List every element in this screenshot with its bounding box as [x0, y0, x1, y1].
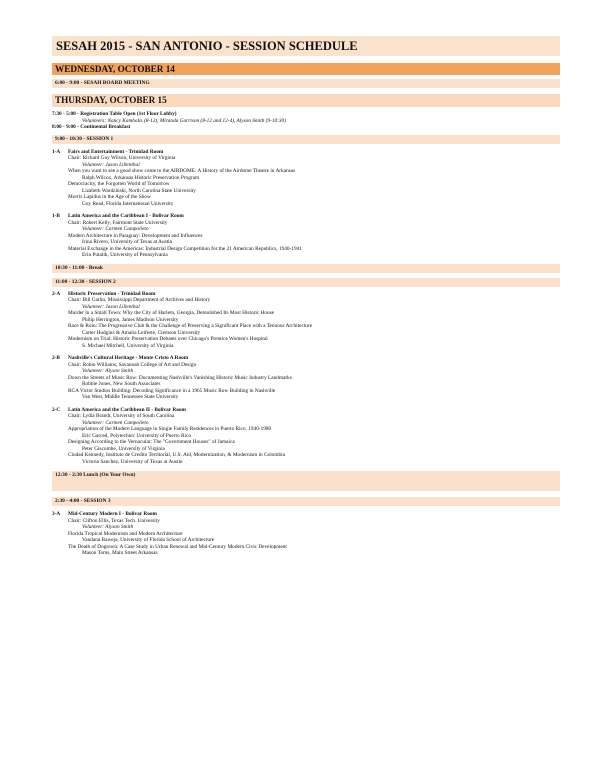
paper-author: Mason Toms, Main Street Arkansas [82, 550, 158, 556]
breakfast-line: 8:00 - 9:00 - Continental Breakfast [52, 124, 131, 130]
session1-header: 9:00 - 10:30 - SESSION 1 [52, 135, 560, 144]
schedule-page [52, 36, 560, 557]
session-volunteer: Volunteer: Carmen Campolieto [82, 226, 149, 232]
paper-title: When you want to see a good show come to the AIRDOME: A History of the Airdome Theatre in Arkansas [68, 168, 296, 174]
session-volunteer: Volunteer: Alyson Smith [82, 368, 134, 374]
session3-header: 2:30 - 4:00 - SESSION 3 [52, 497, 560, 506]
paper-author: Victoria Sanchez, University of Texas at Austin [82, 458, 183, 465]
session-code: 2-A [52, 290, 61, 297]
paper-author: Eric Garced, Polytechnic University of Puerto Rico [82, 432, 191, 439]
paper-title: Murder in a Small Town: Why the City of Harlem, Georgia, Demolished Its Most Historic House [68, 310, 275, 316]
registration-line: 7:30 - 5:00 - Registration Table Open (1st Floor Lobby) [52, 111, 177, 117]
paper-title: Democracity, the Forgotten World of Tomorrow [68, 181, 170, 187]
paper-author: Vandana Baweja, University of Florida School of Architecture [82, 537, 215, 543]
paper-title: RCA Victor Studios Building: Decoding Significance in a 1965 Music Row Building in Nashville [68, 387, 276, 394]
session-name: Latin America and the Caribbean I - Bolivar Room [68, 213, 184, 219]
session-volunteer: Volunteer: Jason Lillenthal [82, 161, 140, 168]
session-name: Nashville's Cultural Heritage - Monte Cristo A Room [68, 355, 189, 361]
paper-author: Van West, Middle Tennessee State University [82, 394, 179, 400]
session-volunteer: Volunteer: Alyson Smith [82, 524, 134, 530]
paper-author: Carter Hudgins & Amalia Leifeste, Clemson University [82, 329, 201, 336]
paper-title: Material Exchange in the Americas: Industrial Design Competition for the 21 American Republics, 1940-1941 [68, 245, 302, 252]
page-title: SESAH 2015 - SAN ANTONIO - SESSION SCHEDULE [52, 36, 560, 56]
paper-title: Modernism on Trial: Historic Preservation Debates over Chicago's Prentice Women's Hospital [68, 336, 268, 342]
paper-author: Guy Read, Florida International University [82, 200, 174, 207]
session-volunteer: Volunteer: Jason Lillenthal [82, 303, 140, 310]
session2-header: 11:00 - 12:30 - SESSION 2 [52, 278, 560, 287]
paper-author: Robbie Jones, New South Associates [82, 381, 161, 387]
session-code: 2-C [52, 406, 61, 413]
paper-author: Peter Giscombe, University of Virginia [82, 445, 165, 452]
paper-author: Irina Rivero, University of Texas at Austin [82, 239, 173, 245]
day-header-thursday: THURSDAY, OCTOBER 15 [52, 94, 560, 107]
paper-author: Erin Putalik, University of Pennsylvania [82, 252, 168, 258]
paper-author: Lizabeth Wardzinski, North Carolina State University [82, 187, 196, 194]
paper-title: Designing According to the Vernacular: The "Government Houses" of Jamaica [68, 439, 235, 445]
day-header-wednesday: WEDNESDAY, OCTOBER 14 [52, 63, 560, 75]
session-name: Fairs and Entertainment - Trinidad Room [68, 148, 164, 155]
paper-title: Ciudad Kennedy, Instituto de Credito Territorial, U.S. Aid, Modernization, & Modernism in Colombia [68, 452, 285, 458]
paper-title: Appropriation of the Modern Language in Single Family Residences in Puerto Rico, 1940-1980 [68, 426, 272, 432]
session-chair: Chair: Robert Kelly, Fairmont State University [68, 219, 168, 226]
paper-author: Philip Herrington, James Madison University [82, 316, 179, 323]
paper-title: Florida Tropical Modernism and Modern Architecture [68, 530, 183, 537]
session-code: 1-A [52, 148, 61, 155]
board-meeting-bar: 6:00 - 9:00 - SESAH BOARD MEETING [52, 79, 560, 88]
session-chair: Chair: Richard Guy Wilson, University of Virginia [68, 155, 176, 161]
lunch-bar: 12:30 - 2:30 Lunch (On Your Own) [52, 471, 560, 491]
paper-title: The Death of Dogtown: A Case Study in Urban Renewal and Mid-Century Modern Civic Development [68, 543, 287, 550]
session-chair: Chair: Robin Williams, Savannah College of Art and Design [68, 361, 197, 368]
registration-volunteers: Volunteers: Nancy Kambalis (8-12), Miranda Garrison (8-12 and 12-4), Alyson Smith (9-10:30) [82, 117, 286, 124]
session-volunteer: Volunteer: Carmen Campolieto [82, 419, 149, 426]
session-code: 1-B [52, 213, 60, 219]
session-name: Historic Preservation - Trinidad Room [68, 290, 156, 297]
paper-title: Morris Lapidus in the Age of the Show [68, 194, 151, 200]
break-bar: 10:30 - 11:00 - Break [52, 264, 560, 273]
session-code: 3-A [52, 511, 61, 517]
session-chair: Chair: Lydia Brandt, University of South Carolina [68, 413, 175, 419]
paper-author: Ralph Wilcox, Arkansas Historic Preservation Program [82, 174, 200, 181]
session-name: Latin America and the Caribbean II - Bolivar Room [68, 406, 186, 413]
session-chair: Chair: Clifton Ellis, Texas Tech. University [68, 517, 160, 524]
session-code: 2-B [52, 355, 60, 361]
paper-title: Race & Ruin: The Progressive Club & the Challenge of Preserving a Significant Place with a Tenuous Architecture [68, 323, 313, 329]
paper-title: Modern Architecture in Paraguay: Development and Influences [68, 232, 203, 239]
session-chair: Chair: Bill Gatlin, Mississippi Department of Archives and History [68, 297, 211, 303]
session-name: Mid-Century Modern I - Bolivar Room [68, 511, 157, 517]
paper-author: S. Michael Mitchell, University of Virginia [82, 342, 174, 349]
paper-title: Down the Streets of Music Row: Documenting Nashville's Vanishing Historic Music Industry Landmarks [68, 374, 292, 381]
